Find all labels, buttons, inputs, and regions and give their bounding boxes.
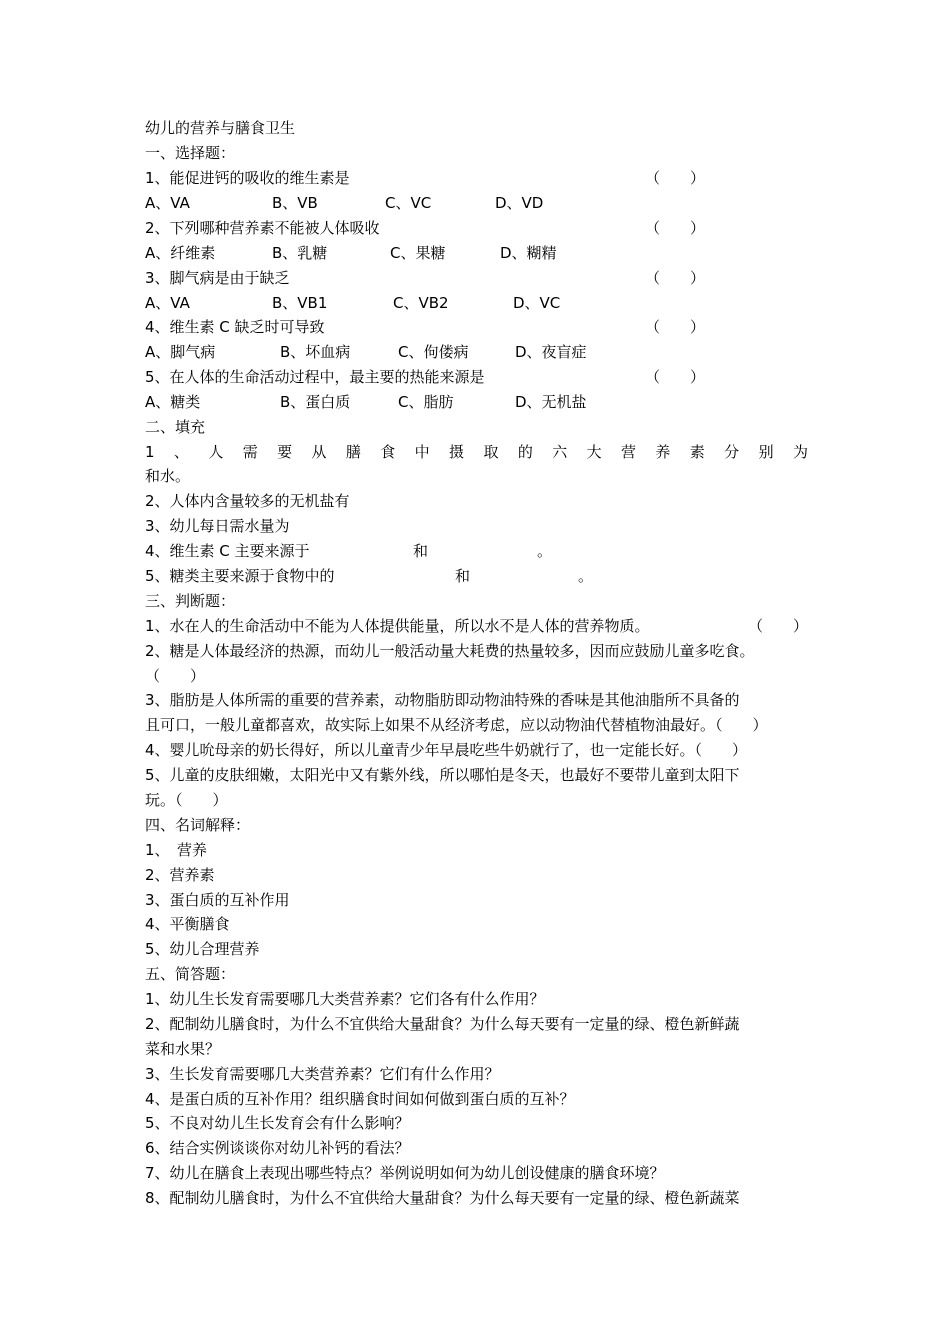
option-d: D、无机盐 [515,393,587,411]
fill-period: 。 [578,567,594,585]
option-d: D、VD [495,194,544,212]
option-c: C、脂肪 [398,393,454,411]
fill-q1-char: 的 [517,443,533,461]
fill-q1-char: 营 [621,443,637,461]
option-b: B、VB1 [272,294,328,312]
fill-q1-char: 素 [689,443,705,461]
option-b: B、乳糖 [272,244,328,262]
fill-connector: 和 [455,567,471,585]
question-text: 4、维生素 C 缺乏时可导致 [145,318,325,336]
section-heading-short-answer: 五、简答题： [145,965,236,983]
answer-paren: （ ） [145,667,206,685]
option-d: D、夜盲症 [515,343,587,361]
question-text: 1、能促进钙的吸收的维生素是 [145,169,350,187]
short-answer-question: 1、幼儿生长发育需要哪几大类营养素？它们各有什么作用？ [145,990,545,1008]
option-c: C、VB2 [393,294,449,312]
short-answer-question: 4、是蛋白质的互补作用？组织膳食时间如何做到蛋白质的互补？ [145,1090,575,1108]
short-answer-question: 3、生长发育需要哪几大类营养素？它们有什么作用？ [145,1065,500,1083]
fill-period: 。 [537,542,553,560]
option-c: C、佝偻病 [398,343,469,361]
judge-question-cont: 玩。（ ） [145,791,228,809]
short-answer-question: 7、幼儿在膳食上表现出哪些特点？举例说明如何为幼儿创设健康的膳食环境？ [145,1164,665,1182]
judge-question: 4、婴儿吮母亲的奶长得好，所以儿童青少年早晨吃些牛奶就行了，也一定能长好。（ ） [145,741,748,759]
option-a: A、VA [145,194,190,212]
judge-question: 3、脂肪是人体所需的重要的营养素，动物脂肪即动物油特殊的香味是其他油脂所不具备的 [145,691,740,709]
fill-q1-char: 分 [724,443,740,461]
judge-question-cont: 且可口，一般儿童都喜欢，故实际上如果不从经济考虑，应以动物油代替植物油最好。（ ） [145,716,768,734]
option-a: A、VA [145,294,190,312]
option-a: A、脚气病 [145,343,216,361]
term-item: 4、平衡膳食 [145,915,230,933]
answer-paren: （ ） [645,318,706,336]
short-answer-question: 6、结合实例谈谈你对幼儿补钙的看法？ [145,1139,410,1157]
fill-question: 2、人体内含量较多的无机盐有 [145,492,350,510]
section-heading-fill: 二、填充 [145,418,206,436]
short-answer-question-cont: 菜和水果？ [145,1040,221,1058]
section-heading-judge: 三、判断题： [145,592,236,610]
term-item: 2、营养素 [145,866,215,884]
fill-connector: 和 [413,542,429,560]
short-answer-question: 2、配制幼儿膳食时，为什么不宜供给大量甜食？为什么每天要有一定量的绿、橙色新鲜蔬 [145,1015,740,1033]
fill-q1-char: 六 [552,443,568,461]
option-b: B、坏血病 [280,343,351,361]
fill-question-cont: 和水。 [145,467,191,485]
fill-q1-char: 膳 [345,443,361,461]
question-text: 2、下列哪种营养素不能被人体吸收 [145,219,380,237]
fill-q1-char: 需 [242,443,258,461]
fill-q1-char: 1 [145,443,155,461]
answer-paren: （ ） [748,617,809,635]
answer-paren: （ ） [645,368,706,386]
term-item: 5、幼儿合理营养 [145,940,260,958]
fill-q1-char: 从 [311,443,327,461]
option-b: B、蛋白质 [280,393,351,411]
judge-question: 2、糖是人体最经济的热源，而幼儿一般活动量大耗费的热量较多，因而应鼓励儿童多吃食。 [145,642,755,660]
option-a: A、纤维素 [145,244,216,262]
answer-paren: （ ） [645,269,706,287]
section-heading-terms: 四、名词解释： [145,816,251,834]
fill-question: 4、维生素 C 主要来源于 [145,542,310,560]
question-text: 5、在人体的生命活动过程中，最主要的热能来源是 [145,368,485,386]
fill-q1-char: 食 [380,443,396,461]
option-d: D、VC [513,294,561,312]
fill-q1-char: 别 [758,443,774,461]
term-item: 3、蛋白质的互补作用 [145,891,290,909]
option-b: B、VB [272,194,318,212]
judge-question: 1、水在人的生命活动中不能为人体提供能量，所以水不是人体的营养物质。 [145,617,650,635]
fill-q1-char: 、 [173,443,189,461]
option-d: D、糊精 [500,244,557,262]
document-title: 幼儿的营养与膳食卫生 [145,119,296,137]
option-c: C、果糖 [390,244,446,262]
section-heading-choice: 一、选择题： [145,144,236,162]
short-answer-question: 5、不良对幼儿生长发育会有什么影响？ [145,1114,410,1132]
fill-q1-char: 为 [792,443,808,461]
fill-q1-char: 摄 [449,443,465,461]
option-a: A、糖类 [145,393,201,411]
option-c: C、VC [385,194,432,212]
answer-paren: （ ） [645,219,706,237]
fill-q1-char: 取 [483,443,499,461]
fill-q1-char: 要 [277,443,293,461]
answer-paren: （ ） [645,169,706,187]
term-item: 1、 营养 [145,841,208,859]
fill-q1-char: 养 [655,443,671,461]
fill-question: 5、糖类主要来源于食物中的 [145,567,335,585]
fill-q1-char: 人 [208,443,224,461]
question-text: 3、脚气病是由于缺乏 [145,269,290,287]
fill-q1-char: 中 [414,443,430,461]
fill-q1-char: 大 [586,443,602,461]
fill-question: 3、幼儿每日需水量为 [145,517,290,535]
short-answer-question: 8、配制幼儿膳食时，为什么不宜供给大量甜食？为什么每天要有一定量的绿、橙色新蔬菜 [145,1189,740,1207]
fill-question-justified [145,442,808,462]
judge-question: 5、儿童的皮肤细嫩，太阳光中又有紫外线，所以哪怕是冬天，也最好不要带儿童到太阳下 [145,766,740,784]
